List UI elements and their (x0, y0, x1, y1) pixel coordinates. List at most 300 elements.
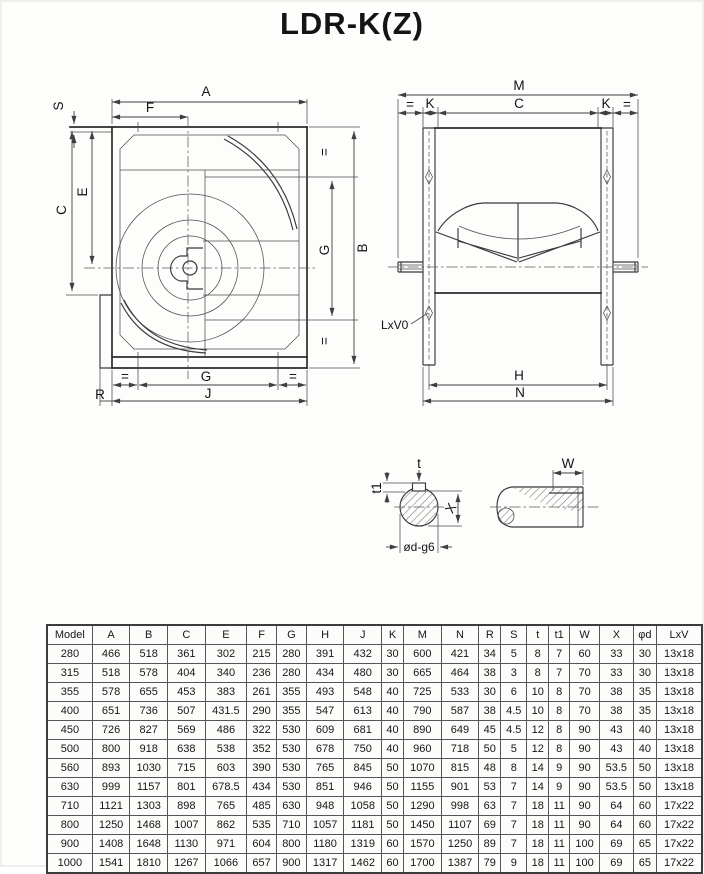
table-cell: 50 (382, 797, 404, 816)
table-cell: 3 (501, 664, 527, 683)
table-cell: 65 (633, 835, 656, 854)
table-cell: 6 (501, 683, 527, 702)
table-cell: 12 (527, 740, 549, 759)
table-cell: 613 (344, 702, 382, 721)
table-cell: 404 (168, 664, 206, 683)
table-row (47, 740, 702, 759)
dim-label-R: R (95, 387, 105, 402)
dim-label-W: W (561, 456, 575, 471)
table-cell: 500 (47, 740, 92, 759)
table-cell: 35 (633, 702, 656, 721)
table-row (47, 835, 702, 854)
table-cell: 53.5 (600, 778, 634, 797)
table-cell: 11 (549, 816, 570, 835)
dim-label-J: J (204, 386, 212, 401)
table-cell: 530 (276, 740, 306, 759)
column-header: t (527, 625, 549, 645)
table-cell: 9 (549, 778, 570, 797)
table-cell: 70 (570, 664, 600, 683)
table-cell: 38 (479, 702, 501, 721)
column-header: E (205, 625, 247, 645)
fan-housing-front (70, 122, 307, 368)
table-cell: 898 (168, 797, 206, 816)
table-cell: 280 (276, 664, 306, 683)
table-cell: 765 (205, 797, 247, 816)
table-cell: 5 (501, 740, 527, 759)
table-cell: 50 (633, 778, 656, 797)
table-cell: 302 (205, 645, 247, 664)
dim-label-C-side: C (514, 96, 524, 111)
table-cell: 710 (47, 797, 92, 816)
table-cell: 548 (344, 683, 382, 702)
table-cell: 90 (570, 759, 600, 778)
table-cell: 7 (501, 797, 527, 816)
table-cell: 718 (441, 740, 479, 759)
table-cell: 38 (600, 683, 634, 702)
table-cell: 845 (344, 759, 382, 778)
table-cell: 901 (441, 778, 479, 797)
table-row (47, 721, 702, 740)
table-cell: 1468 (130, 816, 168, 835)
table-cell: 900 (47, 835, 92, 854)
table-header-row (47, 625, 702, 645)
keyway-hatch (513, 488, 583, 511)
table-cell: 1450 (404, 816, 442, 835)
dim-label-B: B (355, 243, 370, 253)
dim-label-K-right: K (601, 96, 611, 111)
table-cell: 13x18 (657, 645, 702, 664)
table-cell: 560 (47, 759, 92, 778)
equal-mark: = (406, 97, 414, 112)
table-body (47, 645, 702, 874)
table-cell: 60 (382, 835, 404, 854)
column-header: A (92, 625, 130, 645)
table-cell: 90 (570, 816, 600, 835)
table-cell: 38 (479, 664, 501, 683)
table-cell: 862 (205, 816, 247, 835)
table-cell: 530 (276, 759, 306, 778)
dimension-table (46, 624, 703, 874)
equal-mark: = (317, 337, 332, 345)
shaft-shoulder (498, 508, 514, 524)
column-header: J (344, 625, 382, 645)
column-header: C (168, 625, 206, 645)
table-cell: 17x22 (657, 816, 702, 835)
table-cell: 100 (570, 835, 600, 854)
table-cell: 900 (276, 854, 306, 874)
table-cell: 507 (168, 702, 206, 721)
table-cell: 17x22 (657, 835, 702, 854)
table-cell: 681 (344, 721, 382, 740)
table-cell: 53 (479, 778, 501, 797)
table-cell: 11 (549, 854, 570, 874)
table-cell: 725 (404, 683, 442, 702)
table-cell: 53.5 (600, 759, 634, 778)
table-cell: 464 (441, 664, 479, 683)
table-cell: 11 (549, 797, 570, 816)
page-title: LDR-K(Z) (279, 6, 424, 41)
column-header: LxV (657, 625, 702, 645)
table-cell: 352 (247, 740, 277, 759)
table-cell: 8 (527, 645, 549, 664)
table-cell: 236 (247, 664, 277, 683)
table-cell: 431.5 (205, 702, 247, 721)
column-header: H (306, 625, 344, 645)
table-cell: 603 (205, 759, 247, 778)
table-cell: 1267 (168, 854, 206, 874)
table-cell: 50 (382, 816, 404, 835)
table-cell: 69 (479, 816, 501, 835)
table-cell: 9 (501, 854, 527, 874)
front-view-drawing (51, 84, 370, 406)
table-cell: 18 (527, 835, 549, 854)
table-cell: 40 (382, 702, 404, 721)
table-cell: 13x18 (657, 721, 702, 740)
table-cell: 43 (600, 740, 634, 759)
table-cell: 604 (247, 835, 277, 854)
table-cell: 70 (570, 683, 600, 702)
dim-label-F: F (145, 100, 155, 115)
shaft-keyway-detail (490, 456, 600, 527)
table-cell: 485 (247, 797, 277, 816)
table-cell: 538 (205, 740, 247, 759)
table-cell: 1157 (130, 778, 168, 797)
table-cell: 90 (570, 778, 600, 797)
table-cell: 998 (441, 797, 479, 816)
table-cell: 1317 (306, 854, 344, 874)
table-cell: 1541 (92, 854, 130, 874)
table-cell: 383 (205, 683, 247, 702)
table-row (47, 702, 702, 721)
table-cell: 1155 (404, 778, 442, 797)
table-cell: 89 (479, 835, 501, 854)
table-cell: 50 (633, 759, 656, 778)
table-cell: 90 (570, 797, 600, 816)
table-cell: 827 (130, 721, 168, 740)
table-cell: 665 (404, 664, 442, 683)
table-cell: 710 (276, 816, 306, 835)
table-cell: 8 (501, 759, 527, 778)
table-cell: 1066 (205, 854, 247, 874)
dim-label-G-bottom: G (200, 369, 212, 384)
table-cell: 12 (527, 721, 549, 740)
table-cell: 215 (247, 645, 277, 664)
table-row (47, 854, 702, 874)
table-cell: 261 (247, 683, 277, 702)
dim-label-H: H (514, 368, 524, 383)
table-cell: 50 (479, 740, 501, 759)
table-cell: 390 (247, 759, 277, 778)
table-cell: 355 (276, 702, 306, 721)
table-cell: 678 (306, 740, 344, 759)
table-cell: 1387 (441, 854, 479, 874)
column-header: K (382, 625, 404, 645)
table-row (47, 816, 702, 835)
table-cell: 361 (168, 645, 206, 664)
table-cell: 578 (92, 683, 130, 702)
table-cell: 1057 (306, 816, 344, 835)
table-cell: 33 (600, 664, 634, 683)
table-cell: 1121 (92, 797, 130, 816)
equal-mark: = (121, 369, 129, 384)
table-cell: 678.5 (205, 778, 247, 797)
table-cell: 1130 (168, 835, 206, 854)
table-cell: 918 (130, 740, 168, 759)
dim-label-diameter: ød-g6 (403, 540, 435, 554)
table-cell: 4.5 (501, 721, 527, 740)
table-cell: 45 (479, 721, 501, 740)
dim-label-C: C (54, 205, 69, 215)
impeller-side (436, 203, 600, 262)
table-cell: 69 (600, 835, 634, 854)
table-row (47, 645, 702, 664)
table-cell: 17x22 (657, 797, 702, 816)
dim-label-G-right: G (317, 244, 332, 256)
table-cell: 715 (168, 759, 206, 778)
table-cell: 801 (168, 778, 206, 797)
table-cell: 1030 (130, 759, 168, 778)
table-cell: 421 (441, 645, 479, 664)
table-cell: 40 (382, 683, 404, 702)
table-cell: 800 (276, 835, 306, 854)
dim-label-N: N (515, 385, 525, 400)
table-cell: 4.5 (501, 702, 527, 721)
column-header: X (600, 625, 634, 645)
table-cell: 630 (276, 797, 306, 816)
table-cell: 1408 (92, 835, 130, 854)
table-cell: 40 (382, 721, 404, 740)
table-cell: 600 (404, 645, 442, 664)
table-cell: 70 (570, 702, 600, 721)
table-cell: 34 (479, 645, 501, 664)
table-cell: 7 (501, 835, 527, 854)
table-cell: 948 (306, 797, 344, 816)
table-cell: 1570 (404, 835, 442, 854)
table-cell: 33 (600, 645, 634, 664)
table-cell: 30 (382, 664, 404, 683)
table-cell: 63 (479, 797, 501, 816)
table-cell: 9 (549, 759, 570, 778)
table-cell: 630 (47, 778, 92, 797)
table-cell: 1000 (47, 854, 92, 874)
table-cell: 65 (633, 854, 656, 874)
impeller-front (116, 136, 297, 353)
table-cell: 18 (527, 797, 549, 816)
dim-label-t1: t1 (369, 482, 384, 494)
table-cell: 480 (344, 664, 382, 683)
table-cell: 13x18 (657, 664, 702, 683)
table-cell: 750 (344, 740, 382, 759)
table-cell: 8 (527, 664, 549, 683)
table-cell: 355 (47, 683, 92, 702)
table-cell: 450 (47, 721, 92, 740)
table-cell: 609 (306, 721, 344, 740)
table-cell: 10 (527, 702, 549, 721)
table-row (47, 683, 702, 702)
table-cell: 280 (47, 645, 92, 664)
table-row (47, 778, 702, 797)
table-row (47, 664, 702, 683)
equal-mark: = (623, 97, 631, 112)
table-cell: 1058 (344, 797, 382, 816)
table-cell: 40 (633, 721, 656, 740)
dim-label-A: A (201, 84, 211, 99)
table-cell: 7 (549, 645, 570, 664)
table-cell: 48 (479, 759, 501, 778)
table-cell: 800 (47, 816, 92, 835)
table-cell: 1319 (344, 835, 382, 854)
equal-mark: = (289, 369, 297, 384)
table-cell: 30 (382, 645, 404, 664)
dim-label-X: X (441, 500, 460, 516)
table-row (47, 759, 702, 778)
table-cell: 43 (600, 721, 634, 740)
column-header: S (501, 625, 527, 645)
table-cell: 13x18 (657, 683, 702, 702)
table-cell: 1250 (92, 816, 130, 835)
table-cell: 890 (404, 721, 442, 740)
table-cell: 7 (501, 778, 527, 797)
column-header: F (247, 625, 277, 645)
table-cell: 50 (382, 778, 404, 797)
table-cell: 657 (247, 854, 277, 874)
table-cell: 90 (570, 740, 600, 759)
table-cell: 13x18 (657, 740, 702, 759)
table-cell: 893 (92, 759, 130, 778)
table-cell: 18 (527, 854, 549, 874)
dim-label-K-left: K (425, 96, 435, 111)
table-cell: 1303 (130, 797, 168, 816)
table-cell: 391 (306, 645, 344, 664)
bolt-hole-label: LxV0 (381, 318, 409, 332)
table-cell: 638 (168, 740, 206, 759)
column-header: Model (47, 625, 92, 645)
table-cell: 18 (527, 816, 549, 835)
table-cell: 569 (168, 721, 206, 740)
table-cell: 30 (479, 683, 501, 702)
table-cell: 35 (633, 683, 656, 702)
table-cell: 13x18 (657, 702, 702, 721)
table-cell: 547 (306, 702, 344, 721)
table-cell: 466 (92, 645, 130, 664)
dim-label-t: t (417, 456, 421, 471)
table-cell: 11 (549, 835, 570, 854)
table-cell: 50 (382, 759, 404, 778)
table-cell: 1250 (441, 835, 479, 854)
table-cell: 999 (92, 778, 130, 797)
table-cell: 8 (549, 683, 570, 702)
table-cell: 1070 (404, 759, 442, 778)
table-cell: 651 (92, 702, 130, 721)
table-cell: 790 (404, 702, 442, 721)
table-cell: 1180 (306, 835, 344, 854)
table-row (47, 797, 702, 816)
table-cell: 530 (276, 778, 306, 797)
column-header: B (130, 625, 168, 645)
table-cell: 17x22 (657, 854, 702, 874)
table-cell: 1810 (130, 854, 168, 874)
table-cell: 13x18 (657, 778, 702, 797)
table-cell: 535 (247, 816, 277, 835)
table-cell: 851 (306, 778, 344, 797)
column-header: φd (633, 625, 656, 645)
table-cell: 971 (205, 835, 247, 854)
key-slot (413, 483, 426, 491)
table-cell: 340 (205, 664, 247, 683)
column-header: W (570, 625, 600, 645)
table-cell: 765 (306, 759, 344, 778)
table-cell: 40 (633, 740, 656, 759)
table-cell: 434 (306, 664, 344, 683)
table-cell: 726 (92, 721, 130, 740)
table-cell: 533 (441, 683, 479, 702)
table-cell: 815 (441, 759, 479, 778)
table-cell: 518 (130, 645, 168, 664)
table-cell: 355 (276, 683, 306, 702)
table-cell: 800 (92, 740, 130, 759)
table-cell: 14 (527, 778, 549, 797)
column-header: G (276, 625, 306, 645)
table-cell: 530 (276, 721, 306, 740)
table-cell: 8 (549, 740, 570, 759)
table-cell: 280 (276, 645, 306, 664)
table-cell: 1290 (404, 797, 442, 816)
dim-label-M: M (513, 78, 525, 93)
table-cell: 100 (570, 854, 600, 874)
table-cell: 290 (247, 702, 277, 721)
table-cell: 434 (247, 778, 277, 797)
table-cell: 5 (501, 645, 527, 664)
table-cell: 322 (247, 721, 277, 740)
table-cell: 69 (600, 854, 634, 874)
table-cell: 315 (47, 664, 92, 683)
table-cell: 30 (633, 645, 656, 664)
table-cell: 1648 (130, 835, 168, 854)
table-cell: 432 (344, 645, 382, 664)
table-cell: 486 (205, 721, 247, 740)
table-cell: 400 (47, 702, 92, 721)
column-header: t1 (549, 625, 570, 645)
table-cell: 10 (527, 683, 549, 702)
column-header: N (441, 625, 479, 645)
table-cell: 578 (130, 664, 168, 683)
table-cell: 453 (168, 683, 206, 702)
dim-label-S: S (51, 101, 66, 111)
table-cell: 649 (441, 721, 479, 740)
dim-label-E: E (75, 187, 90, 197)
table-cell: 60 (570, 645, 600, 664)
table-cell: 60 (382, 854, 404, 874)
table-cell: 64 (600, 816, 634, 835)
table-cell: 79 (479, 854, 501, 874)
table-cell: 493 (306, 683, 344, 702)
table-cell: 7 (549, 664, 570, 683)
table-cell: 736 (130, 702, 168, 721)
table-cell: 960 (404, 740, 442, 759)
side-view-drawing (381, 78, 648, 406)
table-cell: 60 (633, 816, 656, 835)
table-cell: 38 (600, 702, 634, 721)
table-cell: 30 (633, 664, 656, 683)
table-cell: 7 (501, 816, 527, 835)
table-cell: 90 (570, 721, 600, 740)
column-header: M (404, 625, 442, 645)
table-cell: 946 (344, 778, 382, 797)
table-cell: 8 (549, 721, 570, 740)
table-cell: 40 (382, 740, 404, 759)
table-cell: 655 (130, 683, 168, 702)
table-cell: 1181 (344, 816, 382, 835)
